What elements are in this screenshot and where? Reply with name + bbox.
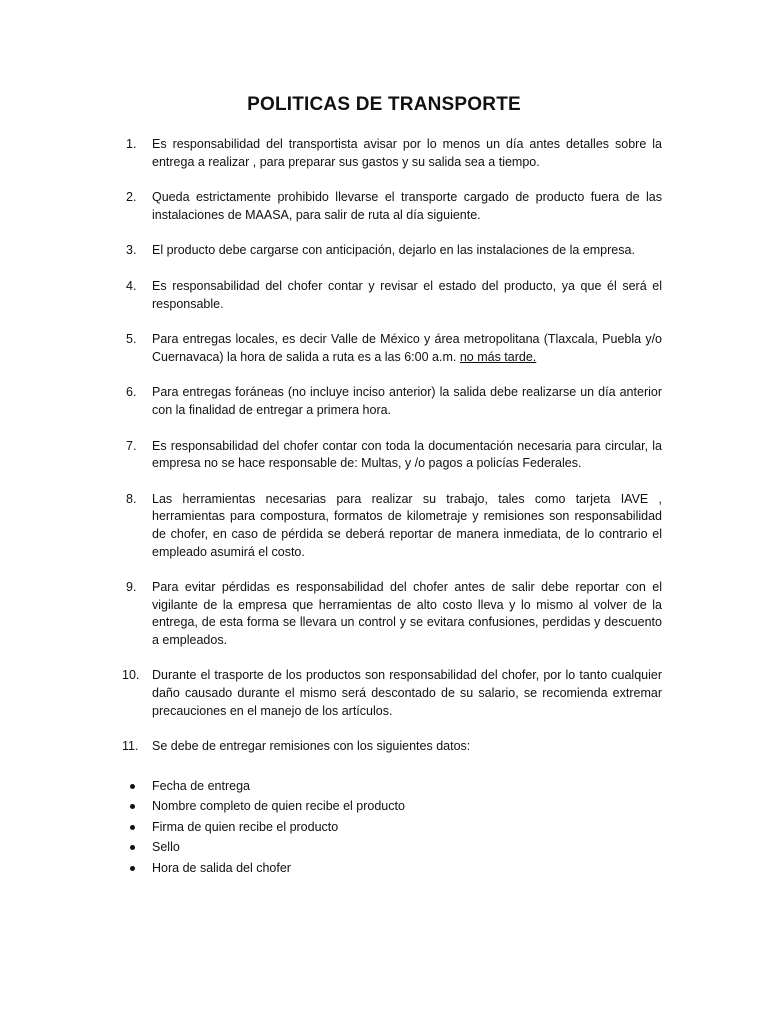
list-item bbox=[128, 837, 648, 857]
bullet-icon bbox=[130, 804, 135, 809]
policy-item bbox=[126, 331, 662, 366]
bullet-icon bbox=[130, 784, 135, 789]
policy-item bbox=[126, 136, 662, 171]
list-item bbox=[128, 776, 648, 796]
list-item bbox=[128, 858, 648, 878]
bullet-icon bbox=[130, 866, 135, 871]
item-text: Es responsabilidad del chofer contar y revisar el estado del producto, ya que él será el responsable. bbox=[152, 278, 662, 311]
policy-item bbox=[122, 667, 662, 720]
policy-item bbox=[126, 278, 662, 313]
list-item bbox=[128, 817, 648, 837]
item-number: 5. bbox=[126, 332, 137, 347]
policy-list bbox=[122, 136, 662, 774]
policy-item bbox=[126, 384, 662, 419]
item-text: El producto debe cargarse con anticipación, dejarlo en las instalaciones de la empresa. bbox=[152, 243, 635, 258]
bullet-icon bbox=[130, 845, 135, 850]
policy-item bbox=[122, 738, 662, 756]
item-number: 3. bbox=[126, 243, 137, 258]
item-underlined-text: no más tarde. bbox=[459, 349, 537, 364]
item-number: 2. bbox=[126, 190, 137, 205]
bullet-text: Hora de salida del chofer bbox=[152, 860, 291, 875]
item-number: 8. bbox=[126, 491, 137, 506]
bullet-text: Nombre completo de quien recibe el producto bbox=[152, 799, 405, 814]
policy-item bbox=[126, 189, 662, 224]
item-text: Para entregas foráneas (no incluye inciso anterior) la salida debe realizarse un día anterior con la finalidad de entregar a primera hora. bbox=[152, 385, 662, 417]
item-text: Es responsabilidad del chofer contar con toda la documentación necesaria para circular, la empresa no se hace responsable de: Multas, y /o pagos a policías Federales. bbox=[152, 438, 662, 471]
document-title: POLITICAS DE TRANSPORTE bbox=[247, 94, 521, 115]
item-text: Queda estrictamente prohibido llevarse el transporte cargado de producto fuera de las instalaciones de MAASA, para salir de ruta al día siguiente. bbox=[152, 190, 662, 222]
policy-item bbox=[126, 491, 662, 561]
item-number: 1. bbox=[126, 137, 137, 151]
item-text: Para evitar pérdidas es responsabilidad del chofer antes de salir debe reportar con el vigilante de la empresa que herramientas de alto costo lleva y lo mismo al volver de la entrega, de esta forma se llevara un control y se evitara confusiones, perdidas y descuento a empleados. bbox=[152, 580, 662, 647]
policy-item bbox=[126, 579, 662, 649]
item-text: Se debe de entregar remisiones con los siguientes datos: bbox=[152, 739, 471, 754]
item-number: 4. bbox=[126, 278, 137, 293]
list-item bbox=[128, 796, 648, 816]
bullet-text: Fecha de entrega bbox=[152, 779, 250, 793]
item-number: 10. bbox=[122, 668, 140, 683]
item-number: 7. bbox=[126, 438, 137, 453]
bullet-icon bbox=[130, 825, 135, 830]
policy-item bbox=[126, 242, 662, 260]
policy-item bbox=[126, 438, 662, 473]
item-text: Las herramientas necesarias para realizar su trabajo, tales como tarjeta IAVE , herramientas para compostura, formatos de kilometraje y remisiones son responsabilidad de chofer, en caso de pérdida se deberá reportar de manera inmediata, de lo contrario el empleado asumirá el costo. bbox=[152, 491, 662, 559]
item-number: 9. bbox=[126, 580, 137, 595]
item-number: 6. bbox=[126, 385, 137, 400]
remission-data-list bbox=[128, 776, 648, 878]
item-number: 11. bbox=[122, 739, 139, 754]
item-text: Para entregas locales, es decir Valle de México y área metropolitana (Tlaxcala, Puebla y/o Cuernavaca) la hora de salida a ruta es a las 6:00 a.m. bbox=[152, 332, 662, 364]
item-text: Es responsabilidad del transportista avisar por lo menos un día antes detalles sobre la entrega a realizar , para preparar sus gastos y su salida sea a tiempo. bbox=[152, 137, 662, 169]
bullet-text: Sello bbox=[152, 840, 180, 855]
bullet-text: Firma de quien recibe el producto bbox=[152, 819, 339, 834]
item-text: Durante el trasporte de los productos son responsabilidad del chofer, por lo tanto cualquier daño causado durante el mismo será descontado de su salario, se recomienda extremar precauciones en el manejo de los artículos. bbox=[152, 668, 662, 718]
